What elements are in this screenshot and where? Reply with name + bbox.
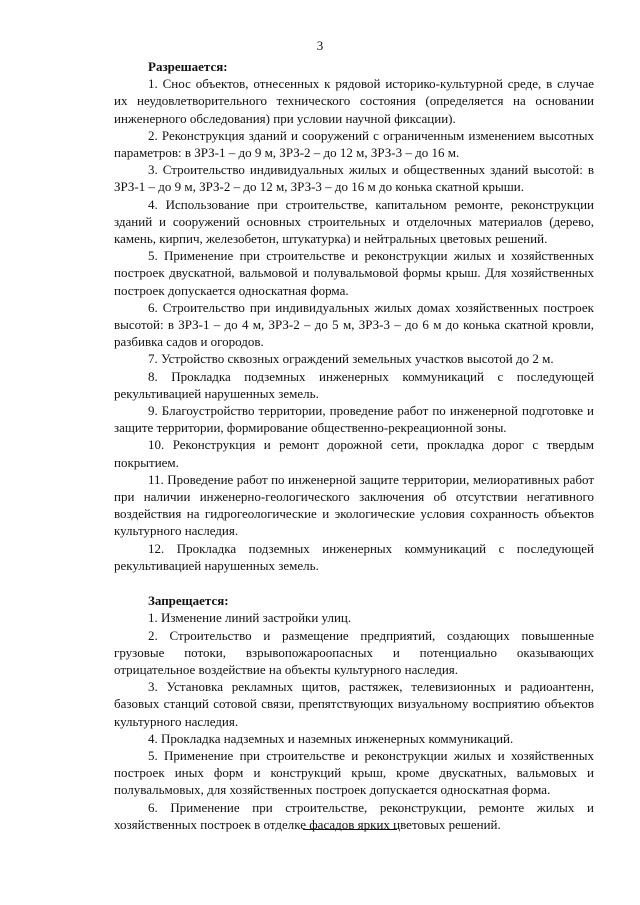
- document-body: [114, 58, 594, 833]
- prohibited-item-5: 5. Применение при строительстве и реконструкции жилых и хозяйственных построек иных форм и конструкций крыш, кроме двускатных, вальмовых и полувальмовых, для хозяйственных построек допускается односкатная форма.: [114, 747, 594, 798]
- allowed-item-12: 12. Прокладка подземных инженерных коммуникаций с последующей рекультивацией нарушенных земель.: [114, 540, 594, 573]
- allowed-item-1: 1. Снос объектов, отнесенных к рядовой историко-культурной среде, в случае их неудовлетворительного технического состояния (определяется на основании инженерного обследования) при условии научной фиксации).: [114, 76, 594, 126]
- allowed-item-3: 3. Строительство индивидуальных жилых и общественных зданий высотой: в ЗРЗ-1 – до 9 м, ЗРЗ-2 – до 12 м, ЗРЗ-3 – до 16 м до конька скатной крыши.: [114, 162, 594, 195]
- allowed-heading: Разрешается:: [148, 59, 228, 74]
- allowed-item-8: 8. Прокладка подземных инженерных коммуникаций с последующей рекультивацией нарушенных земель.: [114, 368, 594, 401]
- prohibited-item-6: 6. Применение при строительстве, реконструкции, ремонте жилых и хозяйственных построек в отделке фасадов ярких цветовых решений.: [114, 799, 594, 832]
- allowed-item-10: 10. Реконструкция и ремонт дорожной сети, прокладка дорог с твердым покрытием.: [114, 437, 594, 470]
- allowed-item-6: 6. Строительство при индивидуальных жилых домах хозяйственных построек высотой: в ЗРЗ-1 – до 4 м, ЗРЗ-2 – до 5 м, ЗРЗ-3 – до 6 м до конька скатной кровли, разбивка садов и огородов.: [114, 299, 594, 350]
- allowed-item-11: 11. Проведение работ по инженерной защите территории, мелиоративных работ при наличии инженерно-геологического заключения об отсутствии негативного воздействия на гидрогеологические и экологические условия сохранность объектов культурного наследия.: [114, 471, 594, 539]
- allowed-item-2: 2. Реконструкция зданий и сооружений с ограниченным изменением высотных параметров: в ЗРЗ-1 – до 9 м, ЗРЗ-2 – до 12 м, ЗРЗ-3 – до 16 м.: [114, 127, 594, 161]
- footer-divider-line: [303, 829, 397, 830]
- allowed-item-9: 9. Благоустройство территории, проведение работ по инженерной подготовке и защите территории, формирование общественно-рекреационной зоны.: [114, 403, 594, 436]
- allowed-item-4: 4. Использование при строительстве, капитальном ремонте, реконструкции зданий и сооружений основных строительных и отделочных материалов (дерево, камень, кирпич, железобетон, штукатурка) и нейтральных цветовых решений.: [114, 196, 594, 247]
- allowed-item-5: 5. Применение при строительстве и реконструкции жилых и хозяйственных построек двускатной, вальмовой и полувальмовой формы крыш. Для хозяйственных построек допускается односкатная форма.: [114, 248, 594, 298]
- allowed-item-7: 7. Устройство сквозных ограждений земельных участков высотой до 2 м.: [148, 351, 554, 367]
- prohibited-item-4: 4. Прокладка надземных и наземных инженерных коммуникаций.: [148, 730, 514, 746]
- prohibited-item-2: 2. Строительство и размещение предприятий, создающих повышенные грузовые потоки, взрывопожароопасных и потенциально оказывающих отрицательное воздействие на объекты культурного наследия.: [114, 627, 594, 677]
- section-spacer: [114, 574, 594, 592]
- prohibited-item-1: 1. Изменение линий застройки улиц.: [148, 610, 352, 626]
- page-number: 3: [316, 38, 324, 53]
- prohibited-heading: Запрещается:: [148, 593, 229, 609]
- prohibited-item-3: 3. Установка рекламных щитов, растяжек, телевизионных и радиоантенн, базовых станций сотовой связи, препятствующих визуальному восприятию объектов культурного наследия.: [114, 679, 594, 729]
